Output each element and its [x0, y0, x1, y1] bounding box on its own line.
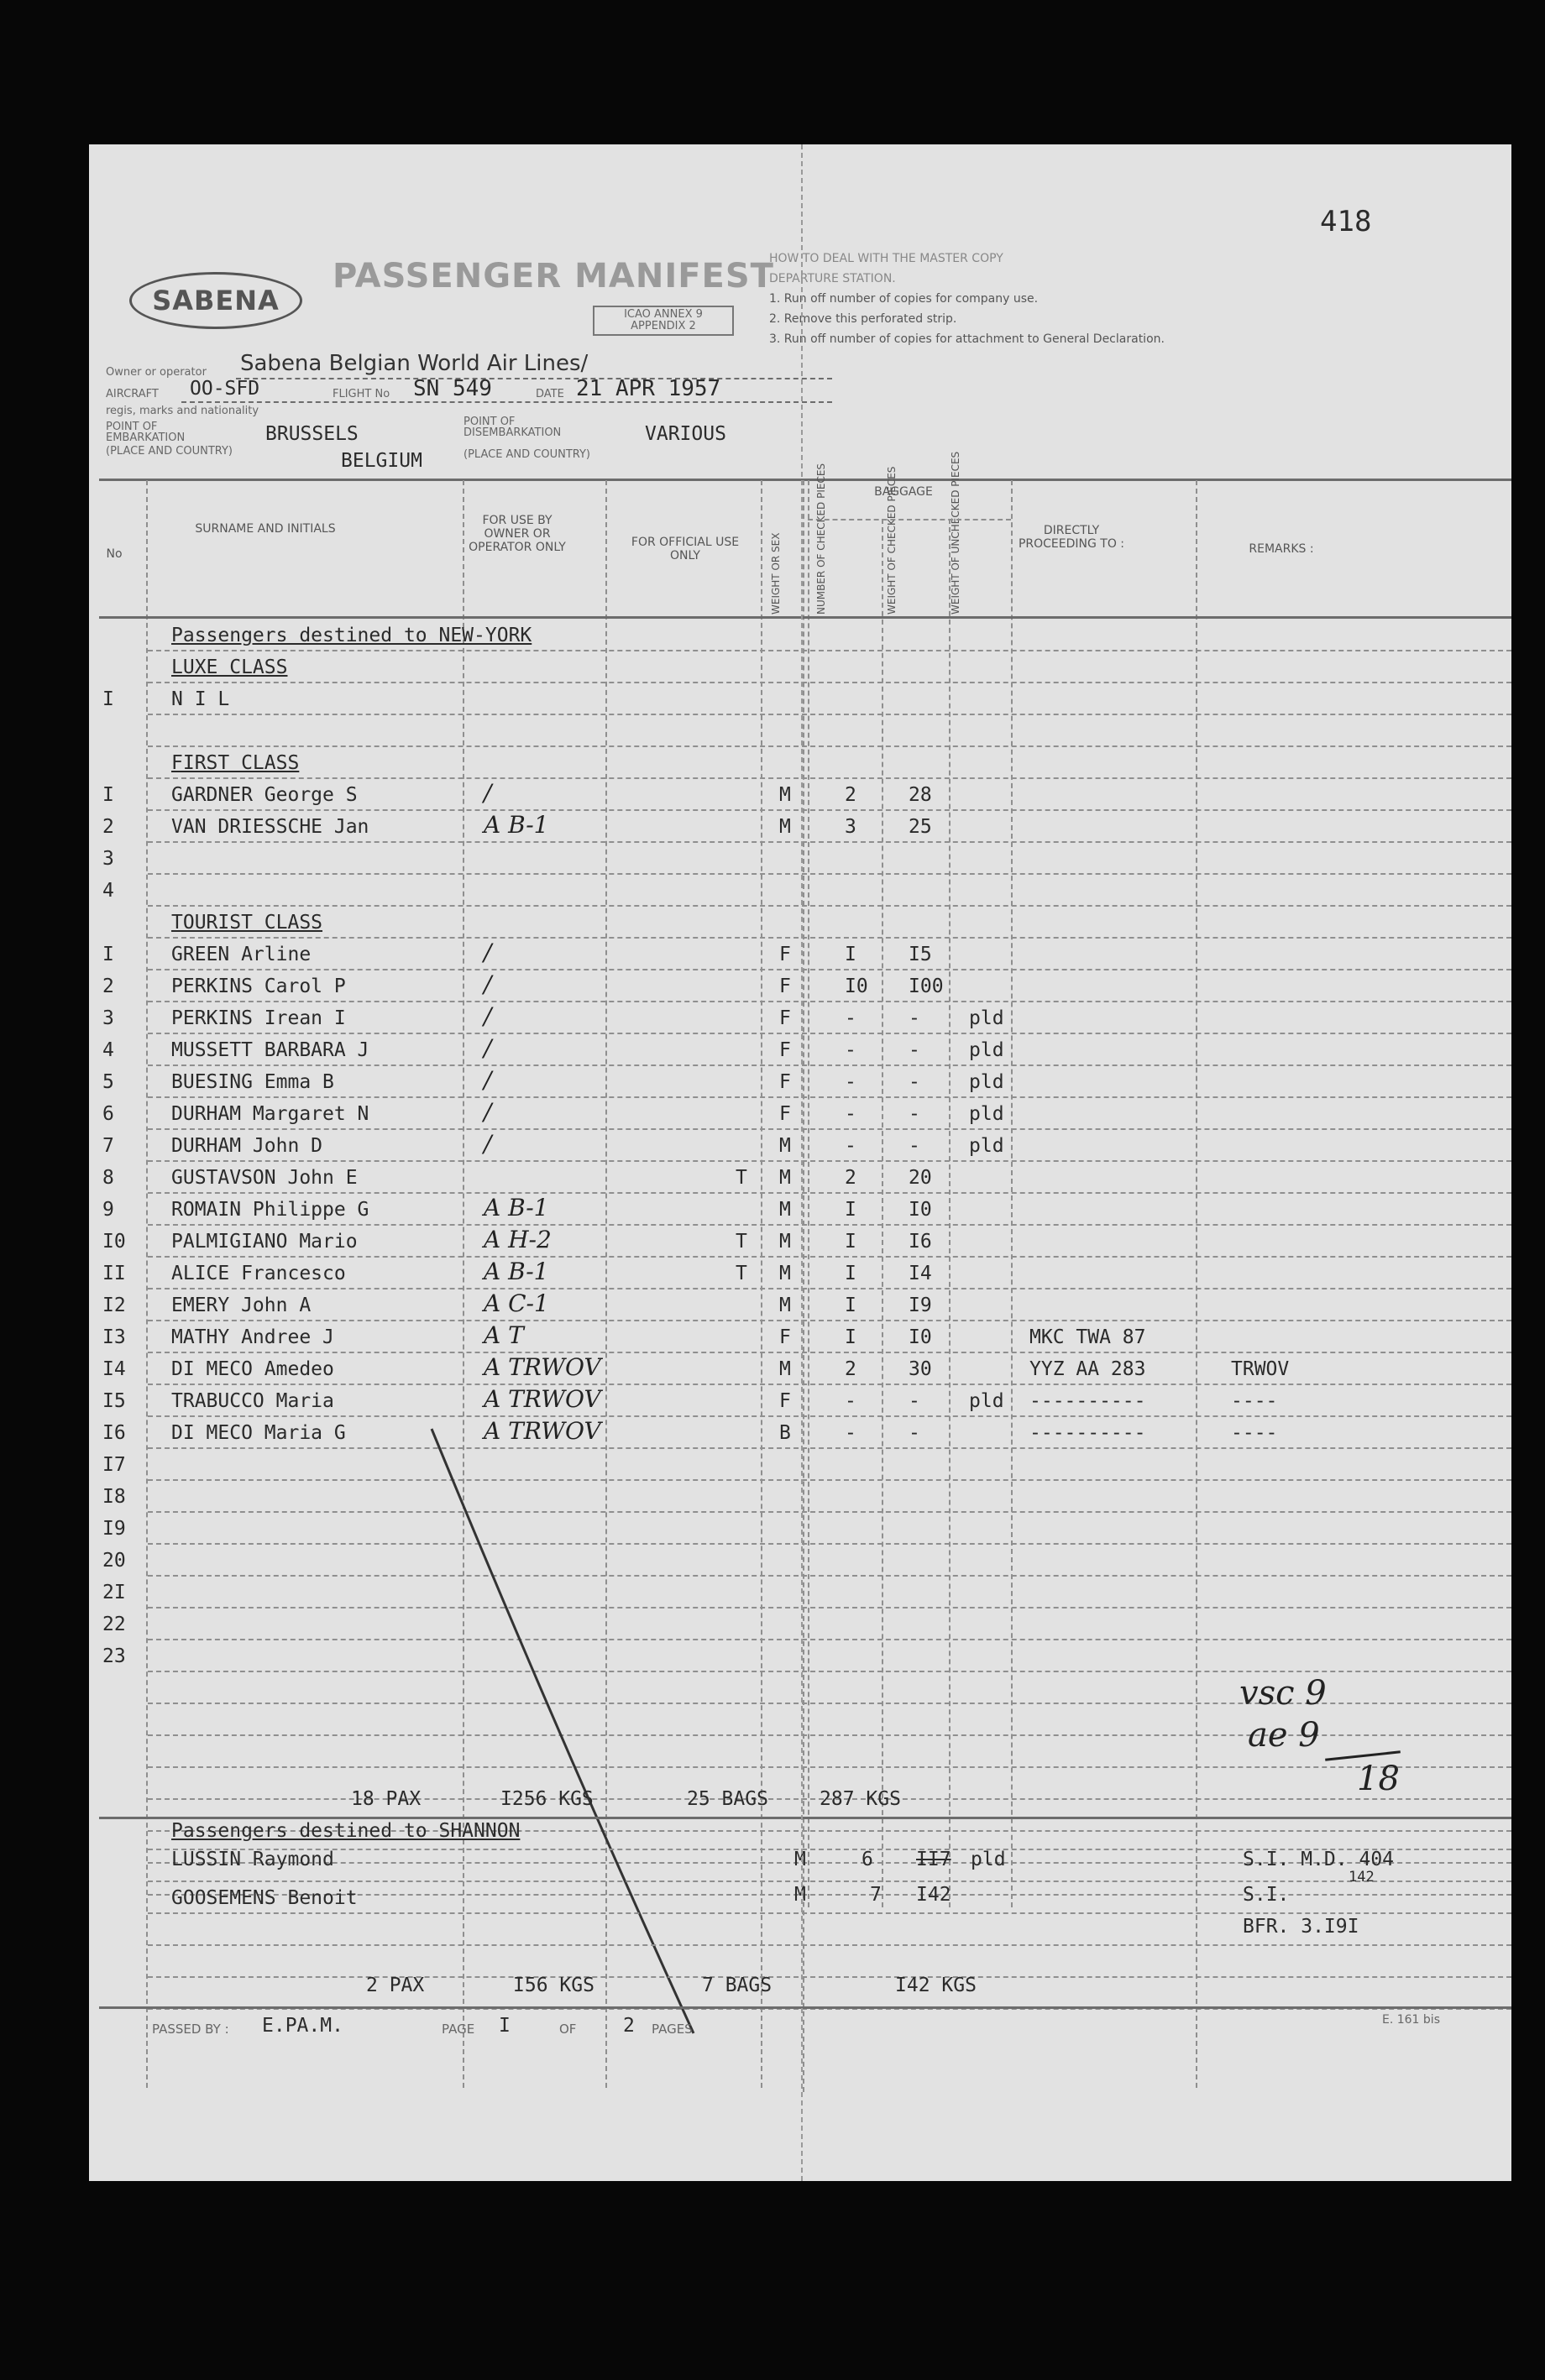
shannon-p1-name: LUSSIN Raymond [171, 1849, 334, 1870]
weight-or-sex: F [779, 1007, 791, 1029]
row-number: I0 [102, 1231, 126, 1253]
shannon-p1-pcs: 6 [862, 1849, 873, 1870]
weight-or-sex: M [779, 1135, 791, 1157]
shannon-p1-sex: M [794, 1849, 806, 1870]
icao-box: ICAO ANNEX 9 APPENDIX 2 [593, 306, 734, 336]
shannon-p1-wt: II7 [916, 1849, 951, 1870]
passenger-name: DI MECO Amedeo [171, 1358, 334, 1380]
row-number: II [102, 1263, 126, 1284]
regis-label: regis, marks and nationality [106, 405, 259, 417]
shannon-p2-sex: M [794, 1884, 806, 1906]
instructions-line2: 2. Remove this perforated strip. [769, 312, 957, 326]
col-checked-weight: WEIGHT OF CHECKED PIECES [886, 466, 898, 615]
checked-weight: 20 [909, 1167, 932, 1189]
row-number: I3 [102, 1326, 126, 1348]
shannon-p2-wt: I42 [916, 1884, 951, 1906]
ny-total-pax: 18 PAX [351, 1788, 422, 1810]
row-number: 5 [102, 1071, 114, 1093]
col-unchecked-weight: WEIGHT OF UNCHECKED PIECES [950, 451, 961, 615]
owner-use: A H-2 [484, 1226, 552, 1253]
official-mark: T [736, 1231, 747, 1253]
shannon-p3-remarks: BFR. 3.I9I [1243, 1916, 1359, 1938]
unchecked-weight: pld [969, 1135, 1004, 1157]
tally-line2: ae 9 [1248, 1716, 1320, 1755]
aircraft-label: AIRCRAFT [106, 388, 159, 400]
passenger-name: DURHAM Margaret N [171, 1103, 369, 1125]
passenger-name: ALICE Francesco [171, 1263, 346, 1284]
row-number: 4 [102, 1039, 114, 1061]
weight-or-sex: M [779, 1295, 791, 1316]
checked-pieces: - [845, 1103, 856, 1125]
cancel-stroke [89, 144, 1511, 2181]
row-number: I [102, 784, 114, 806]
page-number: 418 [1320, 205, 1372, 238]
row-number: 7 [102, 1135, 114, 1157]
passenger-name: PERKINS Irean I [171, 1007, 346, 1029]
col-weight-sex: WEIGHT OR SEX [770, 532, 782, 615]
snn-total-pax: 2 PAX [366, 1975, 425, 1996]
owner-use: / [484, 1066, 492, 1094]
owner-use: A C-1 [484, 1289, 549, 1317]
weight-or-sex: M [779, 1167, 791, 1189]
row-number: I [102, 944, 114, 965]
instructions-title: HOW TO DEAL WITH THE MASTER COPY [769, 252, 1003, 265]
shannon-heading: Passengers destined to SHANNON [171, 1820, 521, 1842]
weight-or-sex: M [779, 784, 791, 806]
weight-or-sex: F [779, 1390, 791, 1412]
passenger-name: VAN DRIESSCHE Jan [171, 816, 369, 838]
shannon-p1-remarks: S.I. M.D. 404 [1243, 1849, 1395, 1870]
snn-total-bags-kgs: I42 KGS [895, 1975, 977, 1996]
directly-proceeding: YYZ AA 283 [1029, 1358, 1146, 1380]
directly-proceeding: MKC TWA 87 [1029, 1326, 1146, 1348]
disembark-label: POINT OF DISEMBARKATION [464, 416, 562, 439]
embark-sub: (PLACE AND COUNTRY) [106, 445, 233, 458]
date-label: DATE [536, 388, 564, 400]
passenger-name: PERKINS Carol P [171, 976, 346, 997]
col-directly: DIRECTLY PROCEEDING TO : [1018, 524, 1125, 551]
checked-pieces: I [845, 1231, 856, 1253]
shannon-p2-name: GOOSEMENS Benoit [171, 1887, 358, 1909]
col-no: No [106, 547, 123, 561]
col-remarks: REMARKS : [1249, 542, 1314, 556]
weight-or-sex: M [779, 816, 791, 838]
row-number: 4 [102, 880, 114, 902]
row-number: 20 [102, 1550, 126, 1572]
page-value: I [499, 2015, 511, 2037]
checked-pieces: I [845, 1326, 856, 1348]
passenger-name: PALMIGIANO Mario [171, 1231, 358, 1253]
checked-pieces: 2 [845, 1358, 856, 1380]
embark-label: POINT OF EMBARKATION [106, 421, 186, 444]
shannon-p1-unc: pld [971, 1849, 1006, 1870]
official-mark: T [736, 1263, 747, 1284]
row-number: I4 [102, 1358, 126, 1380]
operator-label: Owner or operator [106, 366, 207, 379]
checked-weight: - [909, 1071, 920, 1093]
weight-or-sex: M [779, 1199, 791, 1221]
checked-weight: I5 [909, 944, 932, 965]
unchecked-weight: pld [969, 1390, 1004, 1412]
weight-or-sex: M [779, 1263, 791, 1284]
remarks: TRWOV [1231, 1358, 1290, 1380]
checked-pieces: 2 [845, 784, 856, 806]
owner-use: / [484, 970, 492, 998]
checked-pieces: I0 [845, 976, 868, 997]
row-number: 2 [102, 976, 114, 997]
checked-weight: - [909, 1103, 920, 1125]
embark-country: BELGIUM [341, 450, 422, 472]
tally-line1: vsc 9 [1239, 1674, 1327, 1713]
checked-pieces: - [845, 1071, 856, 1093]
owner-use: A T [484, 1321, 524, 1349]
page-label: PAGE [442, 2022, 475, 2037]
row-number: 3 [102, 848, 114, 870]
row-number: I9 [102, 1518, 126, 1540]
shannon-p2-pcs: 7 [870, 1884, 882, 1906]
checked-pieces: I [845, 1263, 856, 1284]
owner-use: / [484, 1098, 492, 1126]
snn-total-bags: 7 BAGS [702, 1975, 772, 1996]
owner-use: A TRWOV [484, 1353, 601, 1381]
checked-pieces: I [845, 944, 856, 965]
weight-or-sex: M [779, 1358, 791, 1380]
weight-or-sex: M [779, 1231, 791, 1253]
form-title: PASSENGER MANIFEST [333, 257, 774, 296]
passenger-name: MATHY Andree J [171, 1326, 334, 1348]
checked-weight: I00 [909, 976, 944, 997]
passenger-name: GREEN Arline [171, 944, 312, 965]
passenger-name: DURHAM John D [171, 1135, 323, 1157]
row-number: 9 [102, 1199, 114, 1221]
embark-value: BRUSSELS [265, 423, 359, 445]
checked-weight: - [909, 1007, 920, 1029]
checked-weight: - [909, 1039, 920, 1061]
row-number: 8 [102, 1167, 114, 1189]
passenger-name: TOURIST CLASS [171, 912, 323, 934]
passenger-name: LUXE CLASS [171, 656, 288, 678]
owner-use: A TRWOV [484, 1385, 601, 1413]
disembark-sub: (PLACE AND COUNTRY) [464, 448, 591, 461]
aircraft-value: OO-SFD [190, 378, 260, 400]
col-owner-use: FOR USE BY OWNER OR OPERATOR ONLY [469, 514, 566, 554]
owner-use: A TRWOV [484, 1417, 601, 1445]
checked-pieces: - [845, 1390, 856, 1412]
checked-pieces: - [845, 1135, 856, 1157]
directly-proceeding: ---------- [1029, 1422, 1146, 1444]
instructions-line1: 1. Run off number of copies for company use. [769, 292, 1039, 306]
row-number: I5 [102, 1390, 126, 1412]
passenger-name: MUSSETT BARBARA J [171, 1039, 369, 1061]
col-baggage: BAGGAGE [874, 485, 933, 499]
remarks: ---- [1231, 1390, 1278, 1412]
weight-or-sex: F [779, 976, 791, 997]
weight-or-sex: F [779, 1039, 791, 1061]
sabena-logo-text: SABENA [152, 285, 280, 316]
unchecked-weight: pld [969, 1071, 1004, 1093]
snn-total-kgs: I56 KGS [513, 1975, 594, 1996]
weight-or-sex: F [779, 1326, 791, 1348]
passenger-name: DI MECO Maria G [171, 1422, 346, 1444]
checked-weight: I4 [909, 1263, 932, 1284]
checked-pieces: 3 [845, 816, 856, 838]
passenger-name: FIRST CLASS [171, 752, 300, 774]
row-number: 6 [102, 1103, 114, 1125]
passed-value: E.PA.M. [262, 2015, 343, 2037]
passenger-name: TRABUCCO Maria [171, 1390, 334, 1412]
passenger-name: EMERY John A [171, 1295, 312, 1316]
checked-weight: 25 [909, 816, 932, 838]
unchecked-weight: pld [969, 1007, 1004, 1029]
passenger-name: BUESING Emma B [171, 1071, 334, 1093]
pages-label: PAGES [652, 2022, 693, 2037]
manifest-sheet [89, 144, 1511, 2181]
flight-label: FLIGHT No [333, 388, 390, 400]
checked-weight: I0 [909, 1326, 932, 1348]
owner-use: / [484, 1002, 492, 1030]
weight-or-sex: F [779, 1071, 791, 1093]
row-number: 2 [102, 816, 114, 838]
col-checked-pieces: NUMBER OF CHECKED PIECES [815, 463, 827, 615]
checked-pieces: - [845, 1422, 856, 1444]
of-label: OF [559, 2022, 577, 2037]
ny-total-kgs: I256 KGS [500, 1788, 594, 1810]
passed-label: PASSED BY : [152, 2022, 229, 2037]
row-number: 23 [102, 1645, 126, 1667]
owner-use: / [484, 1130, 492, 1158]
tally-total: 18 [1357, 1760, 1400, 1798]
row-number: I6 [102, 1422, 126, 1444]
checked-pieces: 2 [845, 1167, 856, 1189]
unchecked-weight: pld [969, 1103, 1004, 1125]
form-code: E. 161 bis [1382, 2013, 1440, 2027]
disembark-value: VARIOUS [645, 423, 726, 445]
passenger-name: Passengers destined to NEW-YORK [171, 625, 532, 646]
of-value: 2 [623, 2015, 635, 2037]
unchecked-weight: pld [969, 1039, 1004, 1061]
ny-total-bags-kgs: 287 KGS [820, 1788, 901, 1810]
remarks: ---- [1231, 1422, 1278, 1444]
official-mark: T [736, 1167, 747, 1189]
checked-pieces: I [845, 1199, 856, 1221]
checked-weight: I6 [909, 1231, 932, 1253]
passenger-name: ROMAIN Philippe G [171, 1199, 369, 1221]
owner-use: A B-1 [484, 811, 549, 839]
operator-value: Sabena Belgian World Air Lines/ [240, 351, 589, 376]
flight-value: SN 549 [413, 376, 492, 401]
date-value: 21 APR 1957 [576, 376, 721, 401]
passenger-name: GARDNER George S [171, 784, 358, 806]
checked-pieces: I [845, 1295, 856, 1316]
owner-use: / [484, 1034, 492, 1062]
weight-or-sex: B [779, 1422, 791, 1444]
row-number: 2I [102, 1582, 126, 1603]
row-number: I7 [102, 1454, 126, 1476]
weight-or-sex: F [779, 944, 791, 965]
checked-weight: - [909, 1135, 920, 1157]
instructions-line3: 3. Run off number of copies for attachment to General Declaration. [769, 332, 1165, 346]
checked-pieces: - [845, 1039, 856, 1061]
checked-weight: - [909, 1422, 920, 1444]
instructions-line0: DEPARTURE STATION. [769, 272, 896, 285]
col-official: FOR OFFICIAL USE ONLY [631, 536, 740, 562]
row-number: I8 [102, 1486, 126, 1508]
owner-use: / [484, 939, 492, 966]
owner-use: A B-1 [484, 1258, 549, 1285]
weight-or-sex: F [779, 1103, 791, 1125]
row-number: I [102, 688, 114, 710]
row-number: I2 [102, 1295, 126, 1316]
checked-weight: 30 [909, 1358, 932, 1380]
row-number: 3 [102, 1007, 114, 1029]
directly-proceeding: ---------- [1029, 1390, 1146, 1412]
shannon-p2-remarks-note: 142 [1349, 1869, 1375, 1886]
passenger-name: N I L [171, 688, 230, 710]
checked-weight: I0 [909, 1199, 932, 1221]
checked-pieces: - [845, 1007, 856, 1029]
checked-weight: 28 [909, 784, 932, 806]
ny-total-bags: 25 BAGS [687, 1788, 768, 1810]
passenger-name: GUSTAVSON John E [171, 1167, 358, 1189]
owner-use: A B-1 [484, 1194, 549, 1221]
checked-weight: I9 [909, 1295, 932, 1316]
owner-use: / [484, 779, 492, 807]
shannon-p2-remarks: S.I. [1243, 1884, 1290, 1906]
row-number: 22 [102, 1614, 126, 1635]
checked-weight: - [909, 1390, 920, 1412]
col-surname: SURNAME AND INITIALS [195, 522, 336, 536]
